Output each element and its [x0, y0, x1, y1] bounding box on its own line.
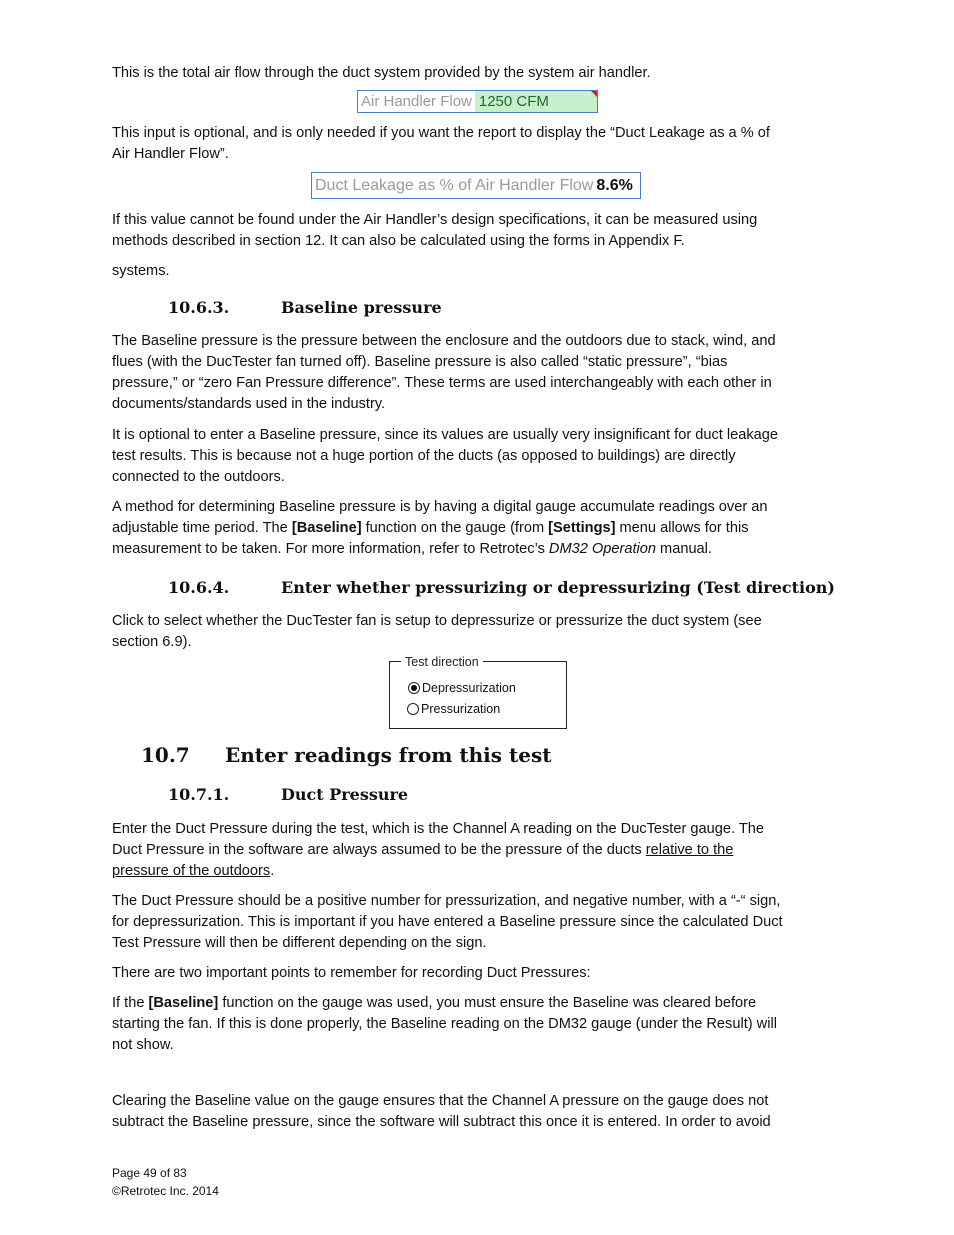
text-line: documents/standards used in the industry.	[112, 396, 386, 412]
groupbox-legend: Test direction	[401, 655, 483, 669]
paragraph-baseline-method	[112, 497, 852, 560]
air-handler-flow-field	[357, 90, 598, 113]
text-line: systems.	[112, 263, 170, 279]
paragraph-duct-pressure	[112, 819, 852, 882]
radio-checked-icon	[408, 682, 420, 694]
text-line: for depressurization. This is important if you have entered a Baseline pressure since the calculated Duct	[112, 914, 783, 930]
radio-depressurization[interactable]	[408, 681, 516, 695]
text: Duct Pressure in the software are always assumed to be the pressure of the ducts	[112, 842, 646, 858]
text-line: starting the fan. If this is done properly, the Baseline reading on the DM32 gauge (under the Result) will	[112, 1016, 777, 1032]
paragraph-baseline-cleared	[112, 993, 852, 1056]
text-line: This input is optional, and is only needed if you want the report to display the “Duct Leakage as a % of	[112, 125, 770, 141]
text-line: pressure,” or “zero Fan Pressure difference”. These terms are used interchangeably with each other in	[112, 375, 772, 391]
text: function on the gauge was used, you must ensure the Baseline was cleared before	[218, 995, 757, 1011]
text: measurement to be taken. For more information, refer to Retrotec’s	[112, 541, 549, 557]
text-line: Clearing the Baseline value on the gauge ensures that the Channel A pressure on the gauge does not	[112, 1093, 769, 1109]
text-line: methods described in section 12. It can also be calculated using the forms in Appendix F.	[112, 233, 685, 249]
text-line	[112, 993, 852, 1014]
text: menu allows for this	[615, 520, 749, 536]
text: If the	[112, 995, 149, 1011]
paragraph-clearing-baseline	[112, 1091, 852, 1133]
radio-label: Pressurization	[421, 702, 501, 716]
radio-pressurization[interactable]	[407, 702, 500, 716]
text-line: Test Pressure will then be different depending on the sign.	[112, 935, 487, 951]
heading-title: Enter readings from this test	[225, 743, 552, 767]
text-line: subtract the Baseline pressure, since the software will subtract this once it is entered. In order to avoid	[112, 1114, 771, 1130]
paragraph-baseline-optional	[112, 425, 852, 488]
paragraph-optional	[112, 123, 852, 165]
heading-number: 10.7.1.	[168, 785, 230, 804]
text-line	[112, 539, 852, 560]
radio-unchecked-icon	[407, 703, 419, 715]
text-line: This is the total air flow through the duct system provided by the system air handler.	[112, 65, 651, 81]
heading-title: Duct Pressure	[281, 785, 409, 804]
text-line: The Baseline pressure is the pressure between the enclosure and the outdoors due to stack, wind, and	[112, 333, 776, 349]
air-handler-flow-value: 1250 CFM	[475, 91, 597, 112]
paragraph-test-direction	[112, 611, 852, 653]
paragraph-systems	[112, 261, 852, 282]
text-line: section 6.9).	[112, 634, 192, 650]
text-line: Air Handler Flow”.	[112, 146, 229, 162]
page-number: Page 49 of 83	[112, 1166, 187, 1180]
underlined-text: relative to the	[645, 842, 734, 858]
duct-leakage-percent-value: 8.6%	[596, 176, 633, 194]
paragraph-air-flow	[112, 63, 852, 84]
text-line: test results. This is because not a huge portion of the ducts (as opposed to buildings) are directly	[112, 448, 736, 464]
heading-number: 10.6.3.	[168, 298, 230, 317]
text-line: It is optional to enter a Baseline pressure, since its values are usually very insignificant for duct leakage	[112, 427, 778, 443]
duct-leakage-percent-label: Duct Leakage as % of Air Handler Flow	[315, 176, 594, 194]
test-direction-groupbox	[389, 655, 567, 729]
air-handler-flow-label: Air Handler Flow	[361, 93, 472, 110]
heading-title: Baseline pressure	[281, 298, 442, 317]
text: function on the gauge (from	[361, 520, 549, 536]
text-line: Click to select whether the DucTester fan is setup to depressurize or pressurize the duct system (see	[112, 613, 762, 629]
duct-leakage-percent-field	[311, 172, 641, 199]
heading-title: Enter whether pressurizing or depressurizing (Test direction)	[281, 578, 835, 597]
manual-title: DM32 Operation	[548, 541, 656, 557]
paragraph-measure	[112, 210, 852, 252]
text-line: not show.	[112, 1037, 174, 1053]
page-footer	[112, 1164, 219, 1200]
paragraph-two-points	[112, 963, 852, 984]
text-line	[112, 840, 852, 861]
baseline-function-ref: [Baseline]	[148, 995, 219, 1011]
copyright: ©Retrotec Inc. 2014	[112, 1184, 219, 1198]
text-line	[112, 518, 852, 539]
baseline-function-ref: [Baseline]	[291, 520, 362, 536]
text-line: connected to the outdoors.	[112, 469, 285, 485]
radio-label: Depressurization	[422, 681, 516, 695]
underlined-text: pressure of the outdoors	[112, 863, 271, 879]
text: manual.	[656, 541, 712, 557]
text-line: A method for determining Baseline pressure is by having a digital gauge accumulate readings over an	[112, 499, 768, 515]
text-line	[112, 861, 852, 882]
heading-number: 10.6.4.	[168, 578, 230, 597]
text-line: If this value cannot be found under the Air Handler’s design specifications, it can be measured using	[112, 212, 758, 228]
text-line: There are two important points to remember for recording Duct Pressures:	[112, 965, 591, 981]
paragraph-sign	[112, 891, 852, 954]
text: adjustable time period. The	[112, 520, 292, 536]
text-line: The Duct Pressure should be a positive number for pressurization, and negative number, with a “-“ sign,	[112, 893, 781, 909]
heading-number: 10.7	[141, 743, 190, 767]
text-line: Enter the Duct Pressure during the test, which is the Channel A reading on the DucTester gauge. The	[112, 821, 764, 837]
paragraph-baseline-definition	[112, 331, 852, 415]
settings-menu-ref: [Settings]	[548, 520, 616, 536]
text: .	[270, 863, 275, 879]
text-line: flues (with the DucTester fan turned off). Baseline pressure is also called “static pressure”, “bias	[112, 354, 728, 370]
